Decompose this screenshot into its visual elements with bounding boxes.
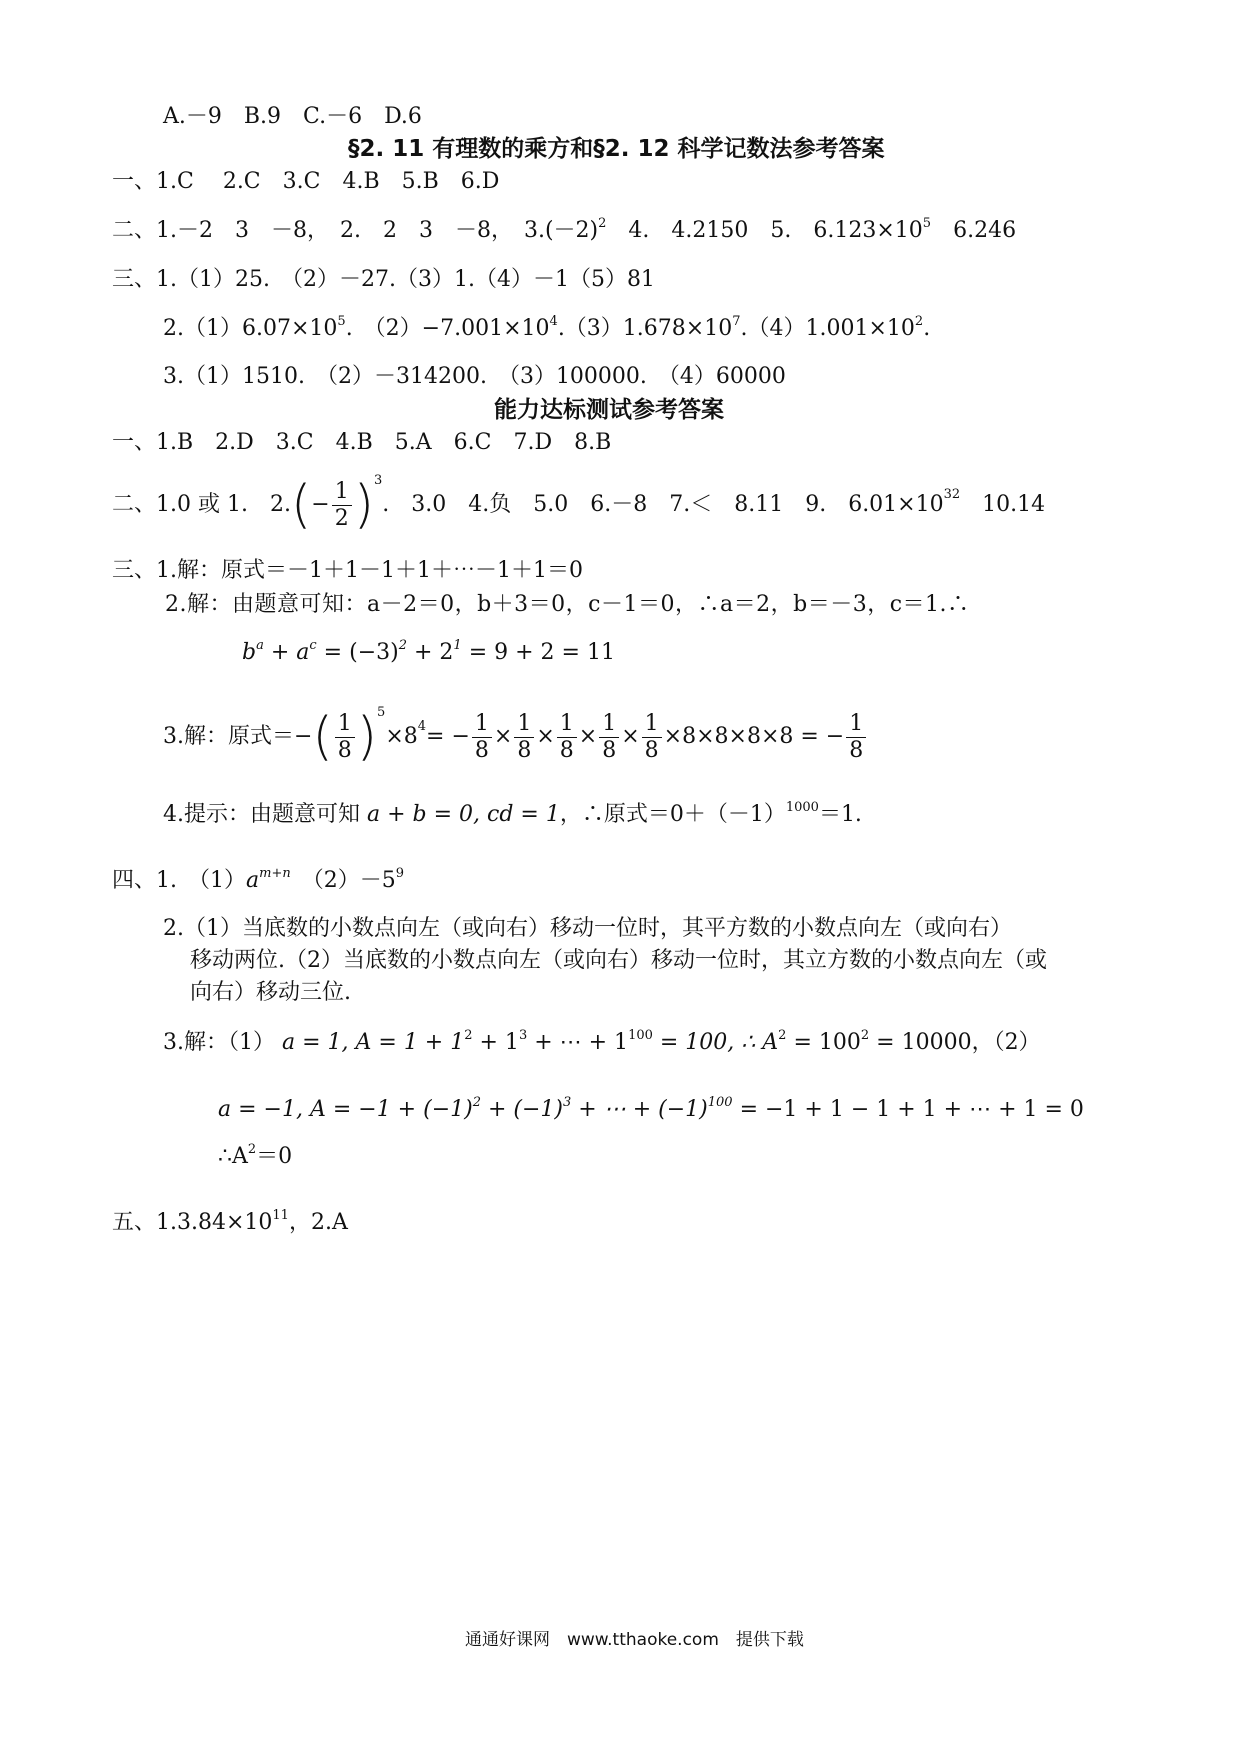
- ability-part-4-q3-line2: a = −1, $A = -1 + (-1)^2 + (-1)^3$ + ⋯ + $(-1)^{100} = -1 + 1 - 1 + 1$ + ⋯ + 1 = 0: [218, 1095, 1084, 1122]
- ability-part-5: 五、$1.3.84\times 10^{11}$，2.A: [112, 1208, 348, 1235]
- ability-part-3-q3: 3.解：原式＝− ( $\frac{1}{8}$ ) $^5$ ×8 $^4$ = − $\frac{1}{8}$ × $\frac{1}{8}$ × $\frac{1}{8}$ × $\frac{1}{8}$ × $\frac{1}{8}$ ×8×8×8×8 = − $\frac{1}{8}$: [163, 700, 868, 774]
- ability-part-3-q1: 三、1.解：原式＝－1＋1－1＋1＋⋯－1＋1＝0: [112, 558, 583, 583]
- ability-part-4-q2-line3: 向右）移动三位.: [190, 980, 351, 1005]
- fraction-power: ( − $\frac{1}{2}$ ) $^3$: [290, 473, 383, 535]
- section-title-2-11: §2. 11 有理数的乘方和§2. 12 科学记数法参考答案: [348, 136, 885, 162]
- ability-part-4-q3-line1: 3.解：（1） a = 1, $A = 1 + 1^2 + 1^3$ + ⋯ + $1^{100} = 100$, ∴ $A^2 = 100^2 = 10000$，（2）: [163, 1028, 1041, 1055]
- ability-part-4-q3-line3: $\therefore A^2=0$: [218, 1142, 293, 1169]
- answer-part-1: 一、1.C 2.C 3.C 4.B 5.B 6.D: [112, 169, 500, 194]
- section-title-ability-test: 能力达标测试参考答案: [494, 397, 724, 423]
- ability-part-3-q4: 4.提示：由题意可知 a + b = 0, cd = 1，∴原式$=0+(-1)^{1000}=1$.: [163, 800, 862, 827]
- answer-part-3-q1: 三、1.（1）25. （2）－27.（3）1.（4）－1（5）81: [112, 267, 655, 292]
- choice-options: A.－9 B.9 C.－6 D.6: [163, 104, 422, 129]
- ability-part-3-q2-formula: $b^a + a^c = (-3)^2 + 2^1 = 9 + 2 = 11$: [242, 638, 615, 665]
- fraction: $\frac{1}{2}$: [332, 479, 352, 532]
- ability-part-2: 二、1.0 或 1. 2. ( − $\frac{1}{2}$ ) $^3$ . 3.0 4.负 5.0 6.－8 7.＜ 8.11 9. 6.01×10 $^{32}$ 10.14: [112, 473, 1046, 535]
- ability-part-4-q2-line1: 2.（1）当底数的小数点向左（或向右）移动一位时，其平方数的小数点向左（或向右）: [163, 916, 1012, 941]
- answer-part-3-q2: $2.(1)6.07\times 10^5$. $(2)-7.001\times 10^4.(3)1.678\times 10^7.(4)1.001\times 10^2$.: [163, 314, 931, 341]
- ability-part-3-q2: 2.解：由题意可知：a－2＝0，b＋3＝0，c－1＝0，∴a＝2，b＝－3，c＝1.∴: [165, 592, 970, 617]
- answer-part-2: 二、1.－2 3 －8， 2. 2 3 －8， $3.(-2)^2$ 4. 4.2150 5. $6.123\times 10^5$ 6.246: [112, 216, 1017, 243]
- page-footer: 通通好课网 www.tthaoke.com 提供下载: [465, 1630, 804, 1650]
- ability-part-4-q2-line2: 移动两位.（2）当底数的小数点向左（或向右）移动一位时，其立方数的小数点向左（或: [190, 948, 1047, 973]
- ability-part-4-q1: 四、1. $(1)a^{m+n}$ $(2)-5^9$: [112, 866, 404, 893]
- ability-part-1: 一、1.B 2.D 3.C 4.B 5.A 6.C 7.D 8.B: [112, 430, 612, 455]
- answer-part-3-q3: 3.（1）1510. （2）－314200. （3）100000. （4）60000: [163, 364, 786, 389]
